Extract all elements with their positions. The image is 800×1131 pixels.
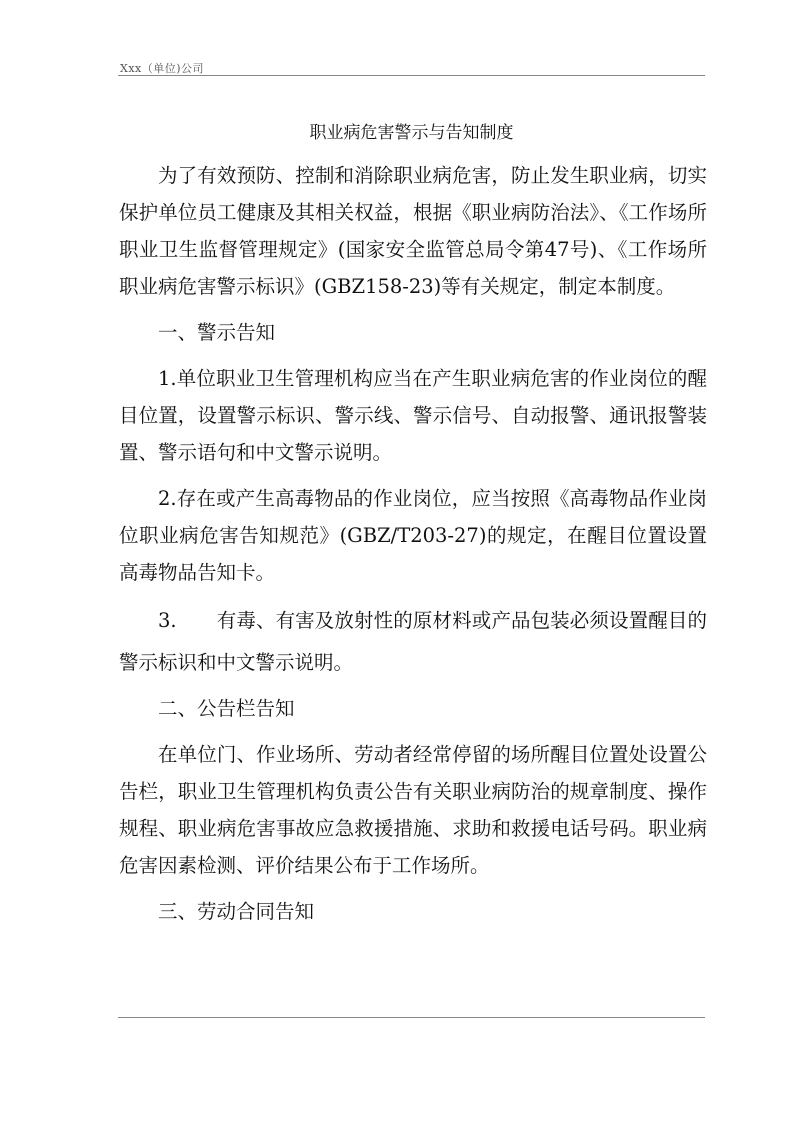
warning-item-3-text: 有毒、有害及放射性的原材料或产品包装必须设置醒目的警示标识和中文警示说明。 xyxy=(119,609,707,674)
header-company: Xxx（单位)公司 xyxy=(120,62,205,75)
document-body xyxy=(119,157,707,939)
footer-divider xyxy=(118,1017,705,1018)
section-heading-contract: 三、劳动合同告知 xyxy=(158,900,315,923)
intro-paragraph: 为了有效预防、控制和消除职业病危害，防止发生职业病，切实保护单位员工健康及其相关权益，根据《职业病防治法》、《工作场所职业卫生监督管理规定》(国家安全监管总局令第47号)、《工作场所职业病危害警示标识》(GBZ158-23)等有关规定，制定本制度。 xyxy=(119,164,707,298)
header-divider xyxy=(118,75,705,76)
warning-item-3-number: 3. xyxy=(158,609,177,632)
warning-item-2: 2.存在或产生高毒物品的作业岗位，应当按照《高毒物品作业岗位职业病危害告知规范》(GBZ/T203-27)的规定，在醒目位置设置高毒物品告知卡。 xyxy=(119,487,707,584)
warning-item-3 xyxy=(119,600,707,684)
bulletin-paragraph: 在单位门、作业场所、劳动者经常停留的场所醒目位置处设置公告栏，职业卫生管理机构负责公告有关职业病防治的规章制度、操作规程、职业病危害事故应急救援措施、求助和救援电话号码。职业病危害因素检测、评价结果公布于工作场所。 xyxy=(119,743,707,877)
section-heading-warning: 一、警示告知 xyxy=(158,321,276,344)
section-heading-bulletin: 二、公告栏告知 xyxy=(158,697,295,720)
document-title: 职业病危害警示与告知制度 xyxy=(309,123,514,143)
warning-item-1: 1.单位职业卫生管理机构应当在产生职业病危害的作业岗位的醒目位置，设置警示标识、警示线、警示信号、自动报警、通讯报警装置、警示语句和中文警示说明。 xyxy=(119,367,707,464)
